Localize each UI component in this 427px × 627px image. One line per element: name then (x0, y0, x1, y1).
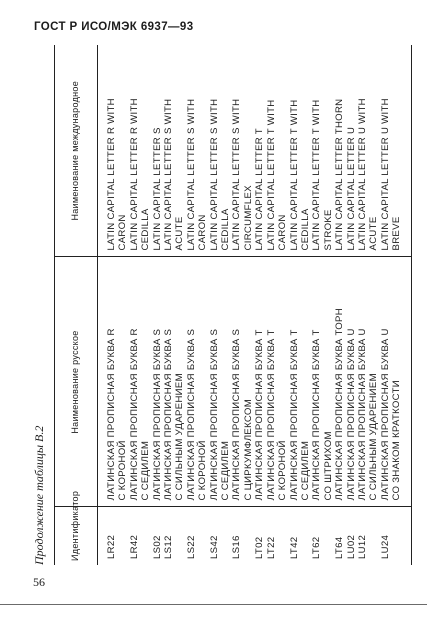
table-row (311, 45, 334, 565)
table-row (209, 45, 232, 565)
cell-russian-name: ЛАТИНСКАЯ ПРОПИСНАЯ БУКВА S (152, 257, 163, 507)
character-table (54, 45, 412, 565)
column-header-identifier: Идентификатор (55, 507, 98, 565)
table-row (380, 45, 411, 565)
cell-identifier: LT64 (334, 536, 346, 559)
table-row (289, 45, 312, 565)
table-row (254, 45, 265, 565)
cell-russian-name: ЛАТИНСКАЯ ПРОПИСНАЯ БУКВА R С КОРОНОЙ (98, 257, 129, 507)
cell-identifier: LS22 (185, 535, 197, 559)
cell-international-name: LATIN CAPITAL LETTER U (346, 45, 357, 257)
cell-international-name: LATIN CAPITAL LETTER U WITH ACUTE (357, 45, 380, 257)
page-header: ГОСТ Р ИСО/МЭК 6937—93 (34, 21, 194, 33)
cell-identifier: LS02 (151, 535, 163, 559)
cell-russian-name: ЛАТИНСКАЯ ПРОПИСНАЯ БУКВА U (346, 257, 357, 507)
cell-russian-name: ЛАТИНСКАЯ ПРОПИСНАЯ БУКВА R С СЕДИЛЕМ (129, 257, 152, 507)
cell-russian-name: ЛАТИНСКАЯ ПРОПИСНАЯ БУКВА ТОРН (334, 257, 345, 507)
cell-identifier: LU12 (356, 534, 368, 559)
cell-russian-name: ЛАТИНСКАЯ ПРОПИСНАЯ БУКВА T (254, 257, 265, 507)
cell-international-name: LATIN CAPITAL LETTER S WITH ACUTE (163, 45, 186, 257)
table-body (98, 45, 412, 565)
cell-international-name: LATIN CAPITAL LETTER T WITH CEDILLA (289, 45, 312, 257)
table-header (55, 45, 98, 565)
cell-international-name: LATIN CAPITAL LETTER THORN (334, 45, 345, 257)
table-row (163, 45, 186, 565)
cell-international-name: LATIN CAPITAL LETTER S WITH CEDILLA (209, 45, 232, 257)
table-row (346, 45, 357, 565)
cell-russian-name: ЛАТИНСКАЯ ПРОПИСНАЯ БУКВА S С СИЛЬНЫМ УДАРЕНИЕМ (163, 257, 186, 507)
cell-identifier: LR42 (128, 534, 140, 559)
cell-russian-name: ЛАТИНСКАЯ ПРОПИСНАЯ БУКВА U С СИЛЬНЫМ УДАРЕНИЕМ (357, 257, 380, 507)
cell-russian-name: ЛАТИНСКАЯ ПРОПИСНАЯ БУКВА T С СЕДИЛЕМ (289, 257, 312, 507)
cell-identifier: LS12 (163, 535, 175, 559)
cell-russian-name: ЛАТИНСКАЯ ПРОПИСНАЯ БУКВА S С КОРОНОЙ (186, 257, 209, 507)
table-row (231, 45, 254, 565)
cell-international-name: LATIN CAPITAL LETTER U WITH BREVE (380, 45, 411, 257)
cell-identifier: LU02 (345, 534, 357, 559)
table-header-row (55, 45, 98, 565)
table-row (152, 45, 163, 565)
rotated-table-block (28, 45, 403, 565)
table-row (186, 45, 209, 565)
cell-identifier: LT62 (311, 536, 323, 559)
cell-identifier: LS16 (231, 535, 243, 559)
cell-international-name: LATIN CAPITAL LETTER T (254, 45, 265, 257)
cell-identifier: LR22 (106, 534, 117, 559)
table-row (129, 45, 152, 565)
cell-international-name: LATIN CAPITAL LETTER T WITH CARON (266, 45, 289, 257)
table-row (98, 45, 129, 565)
cell-international-name: LATIN CAPITAL LETTER S WITH CARON (186, 45, 209, 257)
column-header-international-name: Наименование международное (55, 45, 98, 257)
cell-international-name: LATIN CAPITAL LETTER R WITH CARON (98, 45, 129, 257)
cell-identifier: LT22 (265, 536, 277, 559)
cell-russian-name: ЛАТИНСКАЯ ПРОПИСНАЯ БУКВА S С ЦИРКУМФЛЕКСОМ (231, 257, 254, 507)
bottom-rule (0, 604, 427, 605)
cell-identifier: LS42 (208, 535, 220, 559)
cell-identifier: LT42 (288, 536, 300, 559)
cell-international-name: LATIN CAPITAL LETTER R WITH CEDILLA (129, 45, 152, 257)
cell-identifier: LU24 (380, 507, 411, 565)
page-number: 56 (33, 575, 45, 589)
cell-international-name: LATIN CAPITAL LETTER T WITH STROKE (311, 45, 334, 257)
cell-russian-name: ЛАТИНСКАЯ ПРОПИСНАЯ БУКВА S С СЕДИЛЕМ (209, 257, 232, 507)
cell-russian-name: ЛАТИНСКАЯ ПРОПИСНАЯ БУКВА T СО ШТРИХОМ (311, 257, 334, 507)
table-row (266, 45, 289, 565)
column-header-russian-name: Наименование русское (55, 257, 98, 507)
table-row (334, 45, 345, 565)
cell-russian-name: ЛАТИНСКАЯ ПРОПИСНАЯ БУКВА T С КОРОНОЙ (266, 257, 289, 507)
cell-russian-name: ЛАТИНСКАЯ ПРОПИСНАЯ БУКВА U СО ЗНАКОМ КРАТКОСТИ (380, 257, 411, 507)
cell-identifier: LT02 (254, 536, 266, 559)
cell-international-name: LATIN CAPITAL LETTER S WITH CIRCUMFLEX (231, 45, 254, 257)
table-caption: Продолжение таблицы В.2 (32, 425, 46, 565)
table-row (357, 45, 380, 565)
cell-international-name: LATIN CAPITAL LETTER S (152, 45, 163, 257)
